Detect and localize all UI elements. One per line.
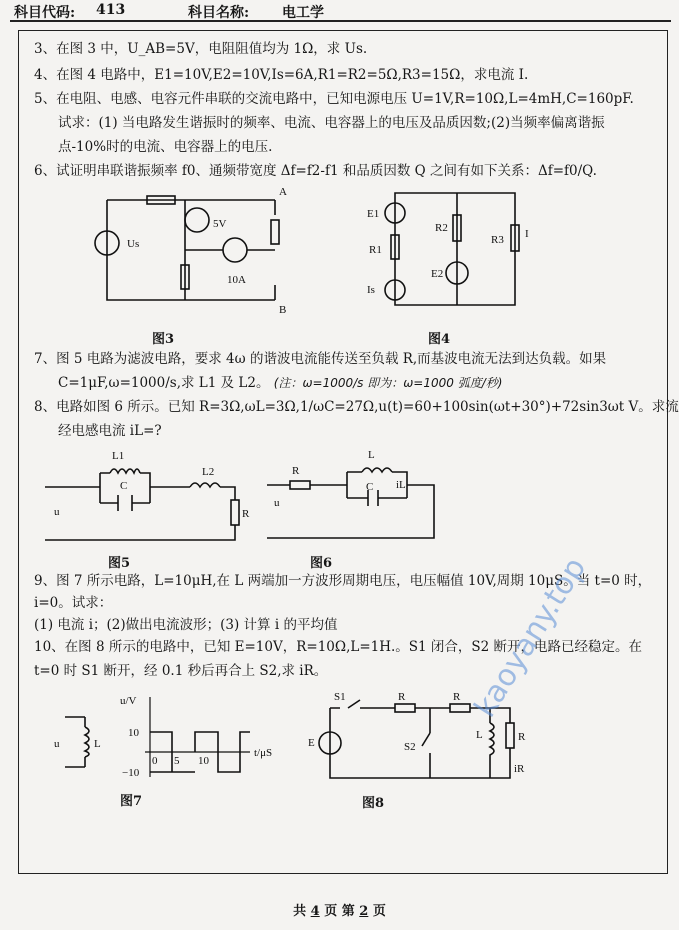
figure-6-circuit bbox=[262, 450, 442, 545]
figure-5-circuit bbox=[40, 445, 250, 550]
label-l1: L1 bbox=[112, 450, 125, 462]
question-5-line2: 试求：(1) 当电路发生谐振时的频率、电流、电容器上的电压及品质因数;(2)当频率偏离谐振 bbox=[58, 115, 605, 131]
terminal-a: A bbox=[279, 186, 287, 198]
label-is: Is bbox=[367, 284, 375, 296]
label-r1: R bbox=[398, 691, 406, 703]
current-source-10a bbox=[223, 238, 247, 262]
figure-4-circuit bbox=[367, 185, 535, 325]
question-5-line1: 5、在电阻、电感、电容元件串联的交流电路中，已知电源电压 U=1V,R=10Ω,L=4mH,C=160pF. bbox=[34, 91, 634, 107]
footer-total-pages: 4 bbox=[310, 904, 320, 919]
label-us: Us bbox=[127, 238, 140, 250]
question-4: 4、在图 4 电路中，E1=10V,E2=10V,Is=6A,R1=R2=5Ω,R3=15Ω，求电流 I. bbox=[34, 67, 529, 83]
label-r2: R bbox=[453, 691, 461, 703]
figure-8-caption: 图8 bbox=[362, 796, 385, 811]
label-5v: 5V bbox=[213, 218, 227, 230]
label-u: u bbox=[274, 497, 280, 509]
x-tick-5: 5 bbox=[174, 755, 180, 767]
label-10a: 10A bbox=[227, 274, 246, 286]
subject-code: 413 bbox=[96, 2, 126, 18]
label-r2: R2 bbox=[435, 222, 448, 234]
question-9-line3: (1) 电流 i；(2)做出电流波形；(3) 计算 i 的平均值 bbox=[34, 617, 338, 633]
label-c: C bbox=[366, 481, 374, 493]
label-r3: R bbox=[518, 731, 526, 743]
question-9-line1: 9、图 7 所示电路，L=10μH,在 L 两端加一方波形周期电压，电压幅值 10V,周期 10μS。当 t=0 时， bbox=[34, 573, 652, 589]
label-r1: R1 bbox=[369, 244, 382, 256]
figure-7-caption: 图7 bbox=[120, 794, 143, 809]
label-ir: iR bbox=[514, 763, 525, 775]
label-l: L bbox=[94, 738, 101, 750]
x-tick-10: 10 bbox=[198, 755, 209, 767]
handwritten-note: (注：ω=1000/s 即为：ω=1000 弧度/秒) bbox=[273, 376, 503, 390]
figure-5-caption: 图5 bbox=[108, 556, 131, 571]
question-9-line2: i=0。试求： bbox=[34, 595, 113, 611]
label-r: R bbox=[292, 465, 300, 477]
header-rule bbox=[10, 20, 671, 22]
y-tick-10: 10 bbox=[128, 727, 139, 739]
question-3: 3、在图 3 中，U_AB=5V，电阻阻值均为 1Ω，求 Us. bbox=[34, 41, 368, 57]
footer-page-label: 页 第 bbox=[324, 904, 355, 919]
label-r: R bbox=[242, 508, 250, 520]
subject-name: 电工学 bbox=[282, 5, 324, 21]
question-8-line2: 经电感电流 iL=? bbox=[58, 423, 162, 439]
figure-3-circuit bbox=[95, 185, 295, 325]
label-e: E bbox=[308, 737, 315, 749]
question-10-line1: 10、在图 8 所示的电路中，已知 E=10V，R=10Ω,L=1H.。S1 闭合，S2 断开，电路已经稳定。在 bbox=[34, 639, 643, 655]
x-tick-0: 0 bbox=[152, 755, 158, 767]
label-u: u bbox=[54, 738, 60, 750]
page-footer bbox=[0, 900, 679, 919]
footer-page-number: 2 bbox=[359, 904, 369, 919]
label-c: C bbox=[120, 480, 128, 492]
question-5-line3: 点-10%时的电流、电容器上的电压. bbox=[58, 139, 273, 155]
x-axis-label: t/μS bbox=[254, 747, 273, 759]
footer-page-suffix: 页 bbox=[372, 904, 386, 919]
figure-6-caption: 图6 bbox=[310, 556, 333, 571]
question-6: 6、试证明串联谐振频率 f0、通频带宽度 Δf=f2-f1 和品质因数 Q 之间有如下关系：Δf=f0/Q. bbox=[34, 163, 597, 179]
label-l: L bbox=[476, 729, 483, 741]
subject-code-label: 科目代码: bbox=[14, 5, 76, 21]
label-e2: E2 bbox=[431, 268, 444, 280]
label-e1: E1 bbox=[367, 208, 380, 220]
question-7-line2 bbox=[58, 372, 502, 394]
y-axis-label: u/V bbox=[120, 695, 137, 707]
label-r3: R3 bbox=[491, 234, 504, 246]
question-10-line2: t=0 时 S1 断开，经 0.1 秒后再合上 S2,求 iR。 bbox=[34, 663, 328, 679]
watermark: kaoyany.top bbox=[467, 551, 594, 724]
subject-name-label: 科目名称: bbox=[188, 5, 250, 21]
footer-total-label: 共 bbox=[293, 904, 307, 919]
label-l2: L2 bbox=[202, 466, 215, 478]
question-7-text: C=1μF,ω=1000/s,求 L1 及 L2。 bbox=[58, 375, 270, 391]
label-il: iL bbox=[396, 479, 406, 491]
terminal-b: B bbox=[279, 304, 287, 316]
figure-3-caption: 图3 bbox=[152, 332, 175, 347]
label-s1: S1 bbox=[334, 691, 346, 703]
question-8-line1: 8、电路如图 6 所示。已知 R=3Ω,ωL=3Ω,1/ωC=27Ω,u(t)=60+100sin(ωt+30°)+72sin3ωt V。求流 bbox=[34, 399, 679, 415]
voltage-source-5v bbox=[185, 208, 209, 232]
label-l: L bbox=[368, 449, 375, 461]
figure-7 bbox=[50, 692, 280, 792]
label-u: u bbox=[54, 506, 60, 518]
figure-4-caption: 图4 bbox=[428, 332, 451, 347]
label-s2: S2 bbox=[404, 741, 416, 753]
question-7-line1: 7、图 5 电路为滤波电路，要求 4ω 的谐波电流能传送至负载 R,而基波电流无法到达负载。如果 bbox=[34, 351, 607, 367]
label-i: I bbox=[525, 228, 529, 240]
y-tick-neg10: −10 bbox=[122, 767, 140, 779]
